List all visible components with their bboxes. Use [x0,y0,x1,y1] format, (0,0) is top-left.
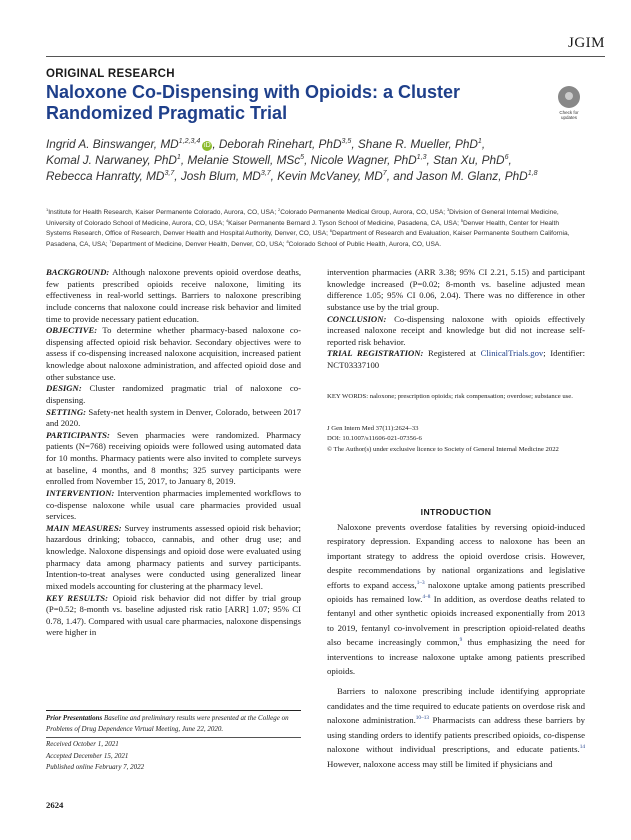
abstract-text: Cluster randomized pragmatic trial of naloxone co-dispensing. [46,383,301,405]
journal-name: JGIM [567,35,605,51]
abstract-text: Safety-net health system in Denver, Colorado, between 2017 and 2020. [46,406,301,429]
abstract-text: Seven pharmacies were randomized. Pharmacy patients (N=768) receiving opioids were followed using automated data for 10 months. Pharmacy patients were also invited to complete surveys at baseline, 4 months, and 8 months; 325 survey participants were enrolled from November 15, 2017, to January 8, 2019. [46,429,301,487]
clinicaltrials-link[interactable]: ClinicalTrials.gov [480,348,544,359]
abstract-label: SETTING: [46,406,87,417]
abstract-text: Co-dispensing naloxone with opioids effectively increased naloxone receipt and knowledge but did not increase self-reported risk behavior. [327,313,585,347]
citation-link[interactable]: 1–3 [416,579,425,586]
accepted-date: Accepted December 15, 2021 [46,751,129,760]
abstract-label: OBJECTIVE: [46,325,98,336]
author-name: , and Jason M. Glanz, PhD [386,169,528,183]
footnote-rule [46,710,301,711]
keywords-text: naloxone; prescription opioids; risk compensation; overdose; substance use. [368,393,573,400]
published-date: Published online February 7, 2022 [46,762,145,771]
article-title: Naloxone Co-Dispensing with Opioids: a Cluster Randomized Pragmatic Trial [46,82,461,123]
page-number: 2624 [46,800,64,810]
orcid-icon[interactable]: iD [204,142,211,149]
abstract-label: INTERVENTION: [46,487,115,498]
author-list: Ingrid A. Binswanger, MD$^{1,2,3,4}$iD , Deborah Rinehart, PhD$^{3,5}$, Shane R. Mueller, PhD$^1$, Komal J. Narwaney, PhD$^1$, Melanie Stowell, MSc$^5$, Nicole Wagner, PhD$^{1,3}$, Stan Xu, PhD$^6$, Rebecca Hanratty, MD$^{3,7}$, Josh Blum, MD$^{3,7}$, Kevin McVaney, $MD^7$, and Jason M. Glanz, PhD$^{1,8}$ [46,137,538,183]
author-name: Ingrid A. Binswanger, MD [46,137,179,151]
citation-link[interactable]: 4–8 [422,594,431,601]
author-name: , Nicole Wagner, PhD [304,153,417,167]
author-name: Rebecca Hanratty, MD [46,169,165,183]
introduction-body [327,520,585,771]
citation-link[interactable]: 14 [579,744,585,751]
citation: J Gen Intern Med 37(11):2624–33 [327,425,419,432]
abstract-text: intervention pharmacies (ARR 3.38; 95% CI 2.21, 5.15) and participant knowledge increased (P=0.02; 8-month vs. baseline adjusted mean difference 1.05; 95% CI 0.06, 2.04). There was no difference in other substance use by the trial group. [327,267,585,312]
author-name: , Kevin McVaney, MD [270,169,383,183]
footnote-divider [46,737,301,738]
check-updates-label: Check for updates [559,110,579,120]
check-updates-icon [558,86,580,108]
author-name: Komal J. Narwaney, PhD [46,153,177,167]
section-label: ORIGINAL RESEARCH [46,68,175,80]
author-name: , Stan Xu, PhD [426,153,505,167]
paragraph: Barriers to naloxone prescribing include identifying appropriate candidates and the time required to educate patients on overdose risk and naloxone administration.$^{10-13}$ Pharmacists can address these barriers by using standing orders to identify patients prescribed opioids, co-dispense naloxone without individual prescriptions, and educate patients.$^{14}$ However, naloxone access may still be limited if physicians and [327,686,585,769]
abstract-label: MAIN MEASURES: [46,522,122,533]
keywords [327,392,585,402]
abstract-label: TRIAL REGISTRATION: [327,348,424,359]
copyright: © The Author(s) under exclusive licence to Society of General Internal Medicine 2022 [327,445,559,453]
citation-link[interactable]: 10–13 [415,715,429,722]
author-name: , Melanie Stowell, MSc [180,153,301,167]
abstract-text: Although naloxone prevents opioid overdose deaths, few patients prescribed opioids receive naloxone, limiting its effectiveness in real-world settings. Barriers to naloxone prescribing include concerns that naloxone could increase risk behavior and limited time to provide necessary patient education. [46,267,301,324]
abstract-left-column [46,267,301,639]
received-date: Received October 1, 2021 [46,740,119,749]
abstract-right-column: intervention pharmacies (ARR 3.38; 95% CI 2.21, 5.15) and participant knowledge increased (P=0.02; 8-month vs. baseline adjusted mean difference 1.05; 95% CI 0.06, 2.04). There was no difference in other substance use by the trial group. CONCLUSION: Co-dispensing naloxone with opioids effectively increased naloxone receipt and knowledge but did not increase self-reported risk behavior. TRIAL REGISTRATION: Registered at ClinicalTrials.gov; Identifier: NCT03337100 [327,267,585,370]
check-updates-badge[interactable] [553,86,585,122]
footnotes [46,713,301,773]
abstract-text: Intervention pharmacies implemented workflows to co-dispense naloxone while usual care pharmacies provided usual services. [46,487,301,522]
abstract-label: CONCLUSION: [327,313,387,324]
author-name: , Shane R. Mueller, PhD [351,137,478,151]
affiliations: $^1$Institute for Health Research, Kaiser Permanente Colorado, Aurora, CO, USA; $^2$Colorado Permanente Medical Group, Aurora, CO, USA; $^3$Division of General Internal Medicine, University of Colorado School of Medicine, Aurora, CO, USA; $^4$Kaiser Permanente Bernard J. Tyson School of Medicine, Pasadena, CA, USA; $^5$Denver Health, Center for Health Systems Research, Office of Research, Denver Health and Hospital Authority, Denver, CO, USA; $^6$Department of Research and Evaluation, Kaiser Permanente Southern California, Pasadena, CA, USA; $^7$Department of Medicine, Denver Health, Denver, CO, USA; $^8$Colorado School of Public Health, Aurora, CO, USA. [46,206,570,248]
journal-info [327,424,585,455]
author-name: , Josh Blum, MD [174,169,261,183]
abstract-text: Opioid risk behavior did not differ by trial group (P=0.52; 8-month vs. baseline adjusted risk ratio [ARR] 1.07; 95% CI 0.78, 1.47). Compared with usual care pharmacies, naloxone dispensings were higher in [46,592,302,638]
abstract-label: PARTICIPANTS: [46,429,110,440]
doi-link[interactable]: DOI: 10.1007/s11606-021-07356-6 [327,435,422,443]
paragraph: Naloxone prevents overdose fatalities by reversing opioid-induced respiratory depression. Expanding access to naloxone has been an important strategy to address the opioid overdose crisis. However, despite recommendations by national organizations and legislative efforts to expand access,$^{1-3}$ naloxone uptake among patients prescribed opioids has remained low.$^{4-8}$ In addition, as overdose deaths related to fentanyl and other synthetic opioids increased exponentially from 2013 to 2019, fentanyl co-involvement in prescription opioid-related deaths also became increasingly common,$^9$ thus emphasizing the need for interventions to increase naloxone uptake among patients prescribed opioids. [327,522,585,677]
abstract-label: KEY RESULTS: [46,592,109,603]
citation-link[interactable]: 9 [459,637,463,644]
abstract-text: Survey instruments assessed opioid risk behavior; hazardous drinking; tobacco, cannabis, and other drug use; and knowledge. Naloxone dispensings and opioid dose were evaluated using pharmacy data among pharmacy patients and survey participants. Intention-to-treat analyses were conducted using generalized linear mixed models accounting for clustering at the pharmacy level. [46,522,301,591]
abstract-text: To determine whether pharmacy-based naloxone co-dispensing affected opioid risk behavior. Secondary objectives were to assess if co-dispensing increased naloxone acquisition, increased patient knowledge about naloxone administration, and affected opioid dose and other substance use. [46,325,301,382]
abstract-label: BACKGROUND: [46,267,110,277]
abstract-label: DESIGN: [46,383,82,394]
prior-presentations: Prior Presentations Baseline and preliminary results were presented at the College on Problems of Drug Dependence Virtual Meeting, June 22, 2020. [46,714,289,734]
introduction-heading: INTRODUCTION [420,507,492,517]
author-name: , Deborah Rinehart, PhD [212,137,342,151]
keywords-label: KEY WORDS: [327,393,369,400]
header-rule [46,56,605,57]
